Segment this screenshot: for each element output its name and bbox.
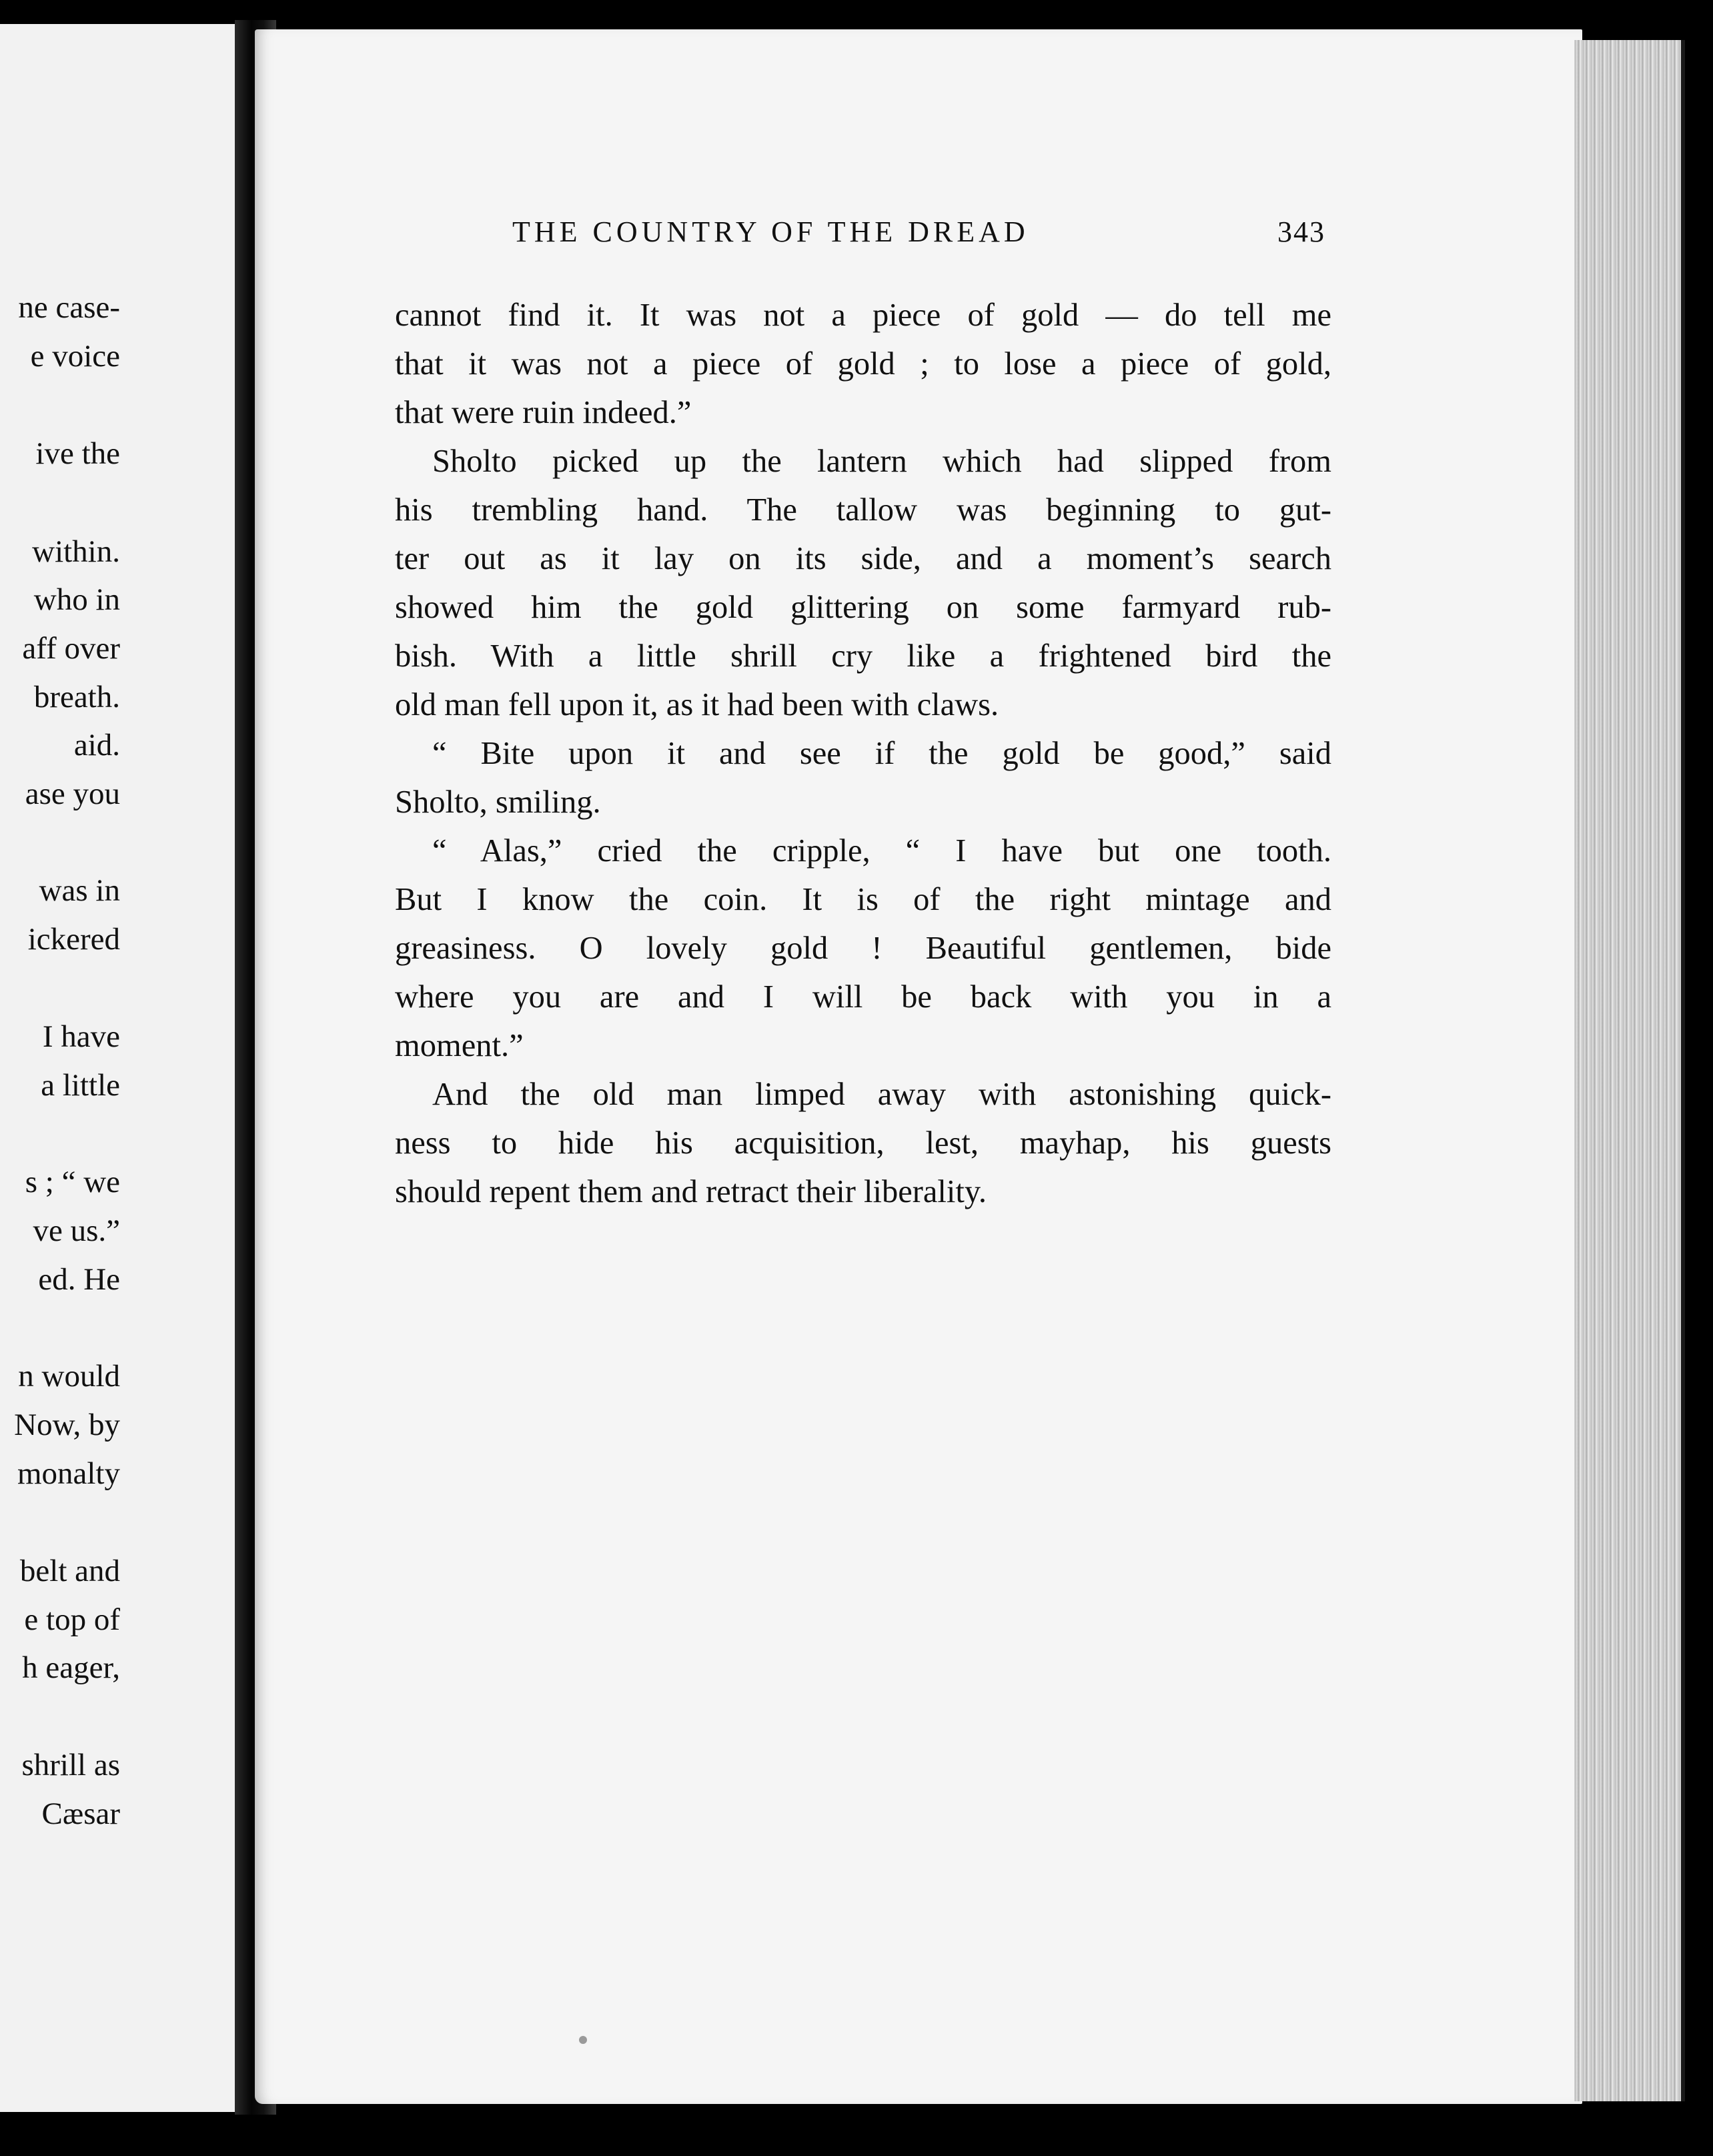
text-line: ness to hide his acquisition, lest, mayhap, his guests: [395, 1125, 1331, 1161]
text-line: old man fell upon it, as it had been with claws.: [395, 687, 999, 722]
text-line: bish. With a little shrill cry like a frightened bird the: [395, 638, 1331, 674]
left-page-line: shrill as: [21, 1748, 120, 1782]
left-page-line: a little: [41, 1068, 120, 1103]
paragraph: [395, 827, 1331, 1070]
left-page-line: I have: [42, 1019, 120, 1054]
left-page-line: ase you: [25, 776, 120, 811]
text-line: “ Alas,” cried the cripple, “ I have but one tooth.: [432, 833, 1331, 869]
left-page-line: h eager,: [22, 1650, 120, 1685]
body-text: [395, 291, 1331, 1216]
left-page-line: e voice: [30, 339, 120, 374]
paper-speck: [579, 2036, 587, 2044]
text-line: Sholto, smiling.: [395, 784, 601, 820]
text-line: cannot find it. It was not a piece of gold — do tell me: [395, 298, 1331, 333]
text-line: that it was not a piece of gold ; to lose a piece of gold,: [395, 346, 1331, 382]
left-page-line: monalty: [17, 1456, 120, 1491]
left-page-line: who in: [33, 582, 120, 617]
text-line: Sholto picked up the lantern which had slipped from: [432, 444, 1331, 479]
paragraph: [395, 1070, 1331, 1216]
page-edges: [1574, 40, 1685, 2101]
text-line: But I know the coin. It is of the right mintage and: [395, 882, 1331, 917]
left-page-line: Now, by: [14, 1408, 120, 1442]
left-page-line: aid.: [73, 728, 120, 762]
page-number: 343: [1277, 215, 1325, 248]
left-page: [0, 24, 235, 2112]
text-line: should repent them and retract their liberality.: [395, 1174, 987, 1209]
left-page-line: Cæsar: [41, 1796, 120, 1831]
left-page-line: ickered: [27, 922, 120, 957]
paragraph: [395, 437, 1331, 729]
text-line: moment.”: [395, 1028, 524, 1063]
text-line: ter out as it lay on its side, and a moment’s search: [395, 541, 1331, 576]
text-line: greasiness. O lovely gold ! Beautiful gentlemen, bide: [395, 931, 1331, 966]
text-line: where you are and I will be back with you in a: [395, 979, 1331, 1015]
running-title: THE COUNTRY OF THE DREAD: [512, 215, 1029, 248]
text-line: that were ruin indeed.”: [395, 395, 692, 430]
left-page-line: ve us.”: [33, 1213, 120, 1248]
text-line: showed him the gold glittering on some farmyard rub-: [395, 590, 1331, 625]
left-page-line: e top of: [24, 1602, 120, 1637]
text-line: his trembling hand. The tallow was beginning to gut-: [395, 492, 1331, 528]
left-page-line: ed. He: [38, 1262, 120, 1297]
paragraph: [395, 291, 1331, 437]
left-page-line: was in: [39, 873, 120, 908]
paragraph: [395, 729, 1331, 827]
text-line: And the old man limped away with astonishing quick-: [432, 1077, 1331, 1112]
left-page-line: within.: [32, 534, 120, 569]
text-line: “ Bite upon it and see if the gold be good,” said: [432, 736, 1331, 771]
left-page-line: ive the: [35, 436, 120, 471]
left-page-line: ne case-: [18, 290, 120, 325]
left-page-line: breath.: [33, 680, 120, 714]
left-page-line: belt and: [19, 1554, 120, 1588]
left-page-line: s ; “ we: [25, 1165, 120, 1199]
left-page-line: aff over: [22, 631, 120, 666]
left-page-line: n would: [18, 1359, 120, 1394]
